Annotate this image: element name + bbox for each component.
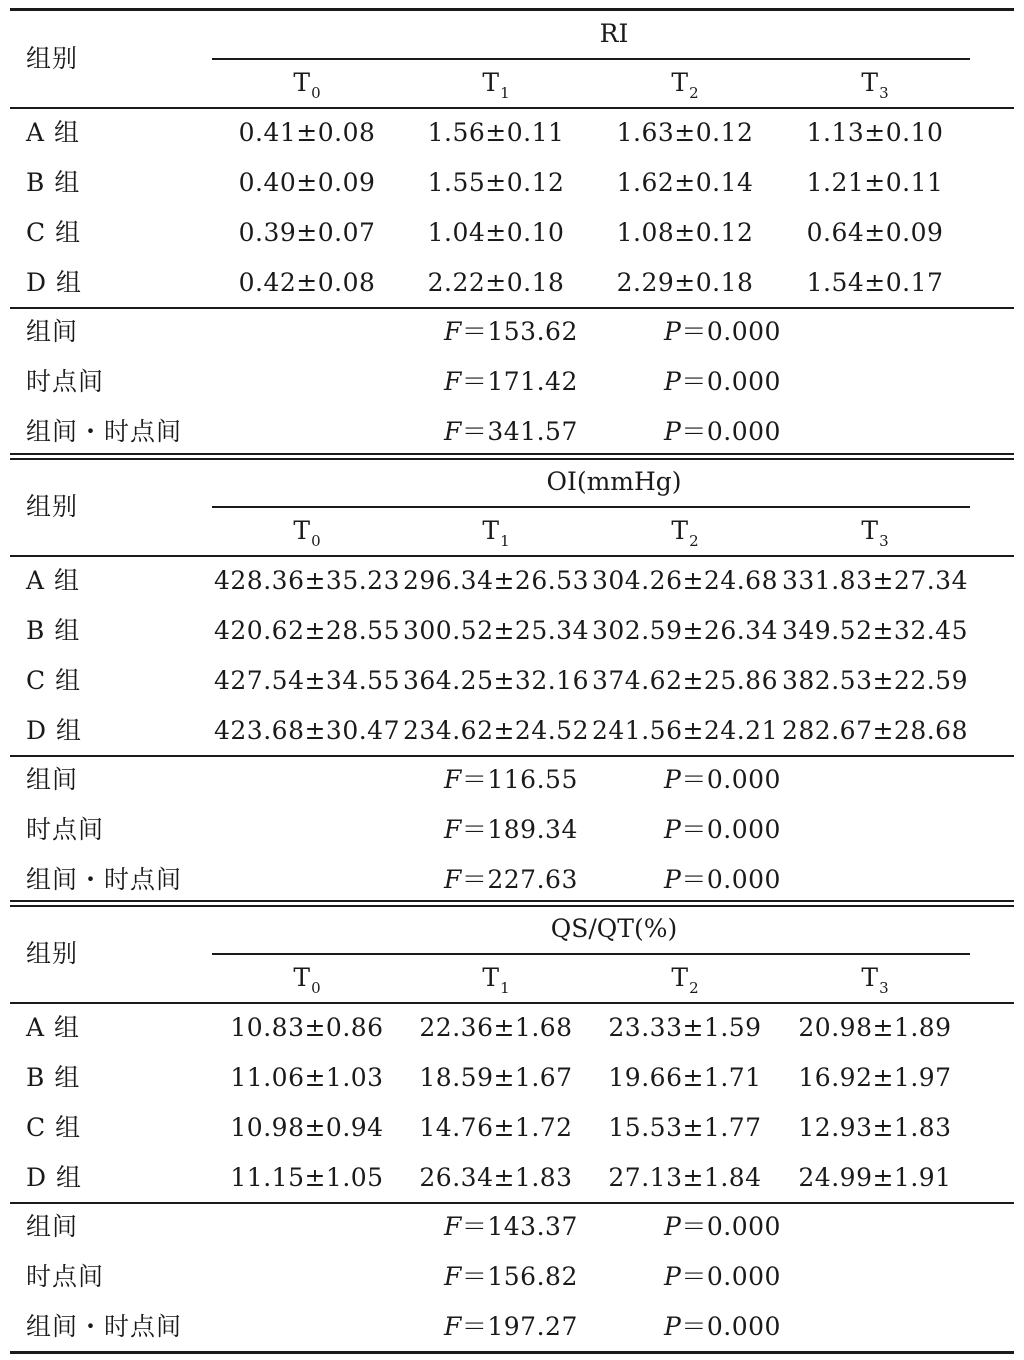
table-cell: 18.59±1.67 <box>419 1063 573 1092</box>
f-value: 116.55 <box>487 765 578 794</box>
column-header-t3 <box>861 516 888 549</box>
column-header-t3 <box>861 68 888 101</box>
f-symbol: F <box>444 317 462 346</box>
column-header-subscript: 0 <box>311 532 321 550</box>
table-cell: 27.13±1.84 <box>608 1163 762 1192</box>
column-header-main: T <box>671 68 689 97</box>
title-underline <box>212 953 970 955</box>
row-label: C 组 <box>26 218 82 247</box>
row-label: B 组 <box>26 616 81 645</box>
table-cell: 364.25±32.16 <box>403 666 589 695</box>
column-header-t1 <box>482 963 509 996</box>
f-value: 341.57 <box>487 417 578 446</box>
table-cell: 2.22±0.18 <box>427 268 565 297</box>
row-label: D 组 <box>26 1163 82 1192</box>
table-cell: 423.68±30.47 <box>214 716 400 745</box>
table-cell: 1.08±0.12 <box>616 218 754 247</box>
section-title: OI(mmHg) <box>546 467 682 496</box>
f-symbol: F <box>444 765 462 794</box>
equals-sign: ＝ <box>681 1312 707 1341</box>
table-cell: 0.41±0.08 <box>238 118 376 147</box>
column-header-t0 <box>293 68 320 101</box>
stats-label: 组间・时点间 <box>26 865 183 894</box>
stats-rule <box>10 1202 1014 1204</box>
row-label: B 组 <box>26 168 81 197</box>
p-value-statistic <box>664 367 781 397</box>
stats-label: 组间・时点间 <box>26 1312 183 1341</box>
f-value: 227.63 <box>487 865 578 894</box>
table-cell: 19.66±1.71 <box>608 1063 762 1092</box>
stats-rule <box>10 755 1014 757</box>
column-header-t0 <box>293 516 320 549</box>
table-cell: 1.62±0.14 <box>616 168 754 197</box>
column-header-t1 <box>482 68 509 101</box>
column-header-subscript: 0 <box>311 979 321 997</box>
f-symbol: F <box>444 1262 462 1291</box>
f-symbol: F <box>444 1212 462 1241</box>
table-cell: 20.98±1.89 <box>798 1013 952 1042</box>
column-header-subscript: 1 <box>500 979 510 997</box>
table-cell: 11.06±1.03 <box>230 1063 384 1092</box>
equals-sign: ＝ <box>681 765 707 794</box>
row-label: A 组 <box>26 1013 81 1042</box>
table-cell: 24.99±1.91 <box>798 1163 952 1192</box>
table-cell: 1.04±0.10 <box>427 218 565 247</box>
table-cell: 26.34±1.83 <box>419 1163 573 1192</box>
p-symbol: P <box>664 1312 682 1341</box>
column-header-t2 <box>671 68 698 101</box>
equals-sign: ＝ <box>461 815 488 844</box>
f-statistic <box>444 417 578 447</box>
top-rule <box>10 8 1014 11</box>
p-value-statistic <box>664 417 781 447</box>
f-statistic <box>444 1262 578 1292</box>
column-header-subscript: 3 <box>879 532 889 550</box>
equals-sign: ＝ <box>681 865 707 894</box>
table-cell: 1.56±0.11 <box>427 118 565 147</box>
f-statistic <box>444 1212 578 1242</box>
table-cell: 241.56±24.21 <box>592 716 778 745</box>
table-cell: 0.64±0.09 <box>806 218 944 247</box>
stats-label: 组间 <box>26 317 79 346</box>
p-symbol: P <box>664 1212 682 1241</box>
p-value-statistic <box>664 765 781 795</box>
f-statistic <box>444 1312 578 1342</box>
f-value: 153.62 <box>487 317 578 346</box>
f-statistic <box>444 367 578 397</box>
column-header-subscript: 1 <box>500 84 510 102</box>
p-symbol: P <box>664 367 682 396</box>
equals-sign: ＝ <box>681 1262 707 1291</box>
p-value: 0.000 <box>706 1212 781 1241</box>
table-cell: 16.92±1.97 <box>798 1063 952 1092</box>
f-symbol: F <box>444 417 462 446</box>
header-rule <box>10 555 1014 557</box>
equals-sign: ＝ <box>461 765 488 794</box>
section-divider-rule <box>10 453 1014 455</box>
f-symbol: F <box>444 815 462 844</box>
column-header-subscript: 3 <box>879 84 889 102</box>
header-rule <box>10 1002 1014 1004</box>
column-header-subscript: 2 <box>689 84 699 102</box>
stats-label: 组间 <box>26 1212 79 1241</box>
table-cell: 0.40±0.09 <box>238 168 376 197</box>
table-cell: 427.54±34.55 <box>214 666 400 695</box>
column-header-main: T <box>671 516 689 545</box>
f-value: 197.27 <box>487 1312 578 1341</box>
equals-sign: ＝ <box>681 367 707 396</box>
column-header-subscript: 0 <box>311 84 321 102</box>
column-header-main: T <box>293 963 311 992</box>
f-value: 171.42 <box>487 367 578 396</box>
equals-sign: ＝ <box>461 1212 488 1241</box>
column-header-main: T <box>861 68 879 97</box>
p-value-statistic <box>664 1212 781 1242</box>
row-label: D 组 <box>26 716 82 745</box>
f-value: 156.82 <box>487 1262 578 1291</box>
equals-sign: ＝ <box>681 317 707 346</box>
table-cell: 14.76±1.72 <box>419 1113 573 1142</box>
table-cell: 349.52±32.45 <box>782 616 968 645</box>
table-cell: 1.54±0.17 <box>806 268 944 297</box>
f-statistic <box>444 815 578 845</box>
equals-sign: ＝ <box>681 1212 707 1241</box>
section-divider-rule <box>10 900 1014 902</box>
table-cell: 0.39±0.07 <box>238 218 376 247</box>
f-statistic <box>444 865 578 895</box>
title-underline <box>212 58 970 60</box>
stats-label: 组间 <box>26 765 79 794</box>
table-cell: 15.53±1.77 <box>608 1113 762 1142</box>
table-cell: 331.83±27.34 <box>782 566 968 595</box>
table-cell: 382.53±22.59 <box>782 666 968 695</box>
group-header: 组别 <box>26 939 79 968</box>
column-header-main: T <box>861 516 879 545</box>
p-value-statistic <box>664 815 781 845</box>
table-cell: 302.59±26.34 <box>592 616 778 645</box>
p-value-statistic <box>664 1262 781 1292</box>
table-cell: 23.33±1.59 <box>608 1013 762 1042</box>
table-cell: 1.21±0.11 <box>806 168 944 197</box>
f-statistic <box>444 765 578 795</box>
row-label: A 组 <box>26 566 81 595</box>
table-cell: 300.52±25.34 <box>403 616 589 645</box>
stats-rule <box>10 307 1014 309</box>
f-symbol: F <box>444 367 462 396</box>
table-cell: 420.62±28.55 <box>214 616 400 645</box>
p-value: 0.000 <box>706 765 781 794</box>
row-label: A 组 <box>26 118 81 147</box>
stats-label: 时点间 <box>26 1262 105 1291</box>
table-cell: 1.63±0.12 <box>616 118 754 147</box>
stats-label: 组间・时点间 <box>26 417 183 446</box>
p-symbol: P <box>664 417 682 446</box>
p-value-statistic <box>664 865 781 895</box>
table-cell: 1.13±0.10 <box>806 118 944 147</box>
row-label: C 组 <box>26 666 82 695</box>
column-header-subscript: 1 <box>500 532 510 550</box>
p-value: 0.000 <box>706 317 781 346</box>
group-header: 组别 <box>26 44 79 73</box>
equals-sign: ＝ <box>461 1262 488 1291</box>
table-cell: 0.42±0.08 <box>238 268 376 297</box>
stats-label: 时点间 <box>26 815 105 844</box>
equals-sign: ＝ <box>461 417 488 446</box>
section-divider-rule <box>10 458 1014 460</box>
column-header-t3 <box>861 963 888 996</box>
table-cell: 11.15±1.05 <box>230 1163 384 1192</box>
column-header-main: T <box>861 963 879 992</box>
table-cell: 12.93±1.83 <box>798 1113 952 1142</box>
column-header-t0 <box>293 963 320 996</box>
p-symbol: P <box>664 815 682 844</box>
table-cell: 1.55±0.12 <box>427 168 565 197</box>
f-value: 143.37 <box>487 1212 578 1241</box>
row-label: C 组 <box>26 1113 82 1142</box>
column-header-t2 <box>671 963 698 996</box>
column-header-main: T <box>293 68 311 97</box>
table-cell: 282.67±28.68 <box>782 716 968 745</box>
p-value: 0.000 <box>706 1312 781 1341</box>
title-underline <box>212 506 970 508</box>
equals-sign: ＝ <box>461 865 488 894</box>
section-title: QS/QT(%) <box>550 914 678 943</box>
equals-sign: ＝ <box>461 317 488 346</box>
p-value: 0.000 <box>706 1262 781 1291</box>
p-value: 0.000 <box>706 865 781 894</box>
column-header-main: T <box>482 68 500 97</box>
column-header-main: T <box>482 963 500 992</box>
column-header-main: T <box>293 516 311 545</box>
equals-sign: ＝ <box>681 815 707 844</box>
column-header-t2 <box>671 516 698 549</box>
table-cell: 428.36±35.23 <box>214 566 400 595</box>
column-header-main: T <box>482 516 500 545</box>
bottom-rule <box>10 1351 1014 1354</box>
header-rule <box>10 107 1014 109</box>
table-cell: 10.98±0.94 <box>230 1113 384 1142</box>
f-value: 189.34 <box>487 815 578 844</box>
section-title: RI <box>599 19 629 48</box>
column-header-subscript: 2 <box>689 979 699 997</box>
row-label: D 组 <box>26 268 82 297</box>
table-cell: 2.29±0.18 <box>616 268 754 297</box>
p-symbol: P <box>664 1262 682 1291</box>
column-header-subscript: 2 <box>689 532 699 550</box>
table-cell: 304.26±24.68 <box>592 566 778 595</box>
equals-sign: ＝ <box>681 417 707 446</box>
column-header-subscript: 3 <box>879 979 889 997</box>
p-symbol: P <box>664 865 682 894</box>
p-symbol: P <box>664 765 682 794</box>
equals-sign: ＝ <box>461 367 488 396</box>
row-label: B 组 <box>26 1063 81 1092</box>
column-header-main: T <box>671 963 689 992</box>
p-value: 0.000 <box>706 417 781 446</box>
group-header: 组别 <box>26 492 79 521</box>
f-statistic <box>444 317 578 347</box>
table-cell: 22.36±1.68 <box>419 1013 573 1042</box>
p-value: 0.000 <box>706 815 781 844</box>
table-cell: 296.34±26.53 <box>403 566 589 595</box>
p-value-statistic <box>664 317 781 347</box>
section-divider-rule <box>10 905 1014 907</box>
column-header-t1 <box>482 516 509 549</box>
p-symbol: P <box>664 317 682 346</box>
p-value: 0.000 <box>706 367 781 396</box>
f-symbol: F <box>444 1312 462 1341</box>
p-value-statistic <box>664 1312 781 1342</box>
table-cell: 10.83±0.86 <box>230 1013 384 1042</box>
f-symbol: F <box>444 865 462 894</box>
table-cell: 374.62±25.86 <box>592 666 778 695</box>
equals-sign: ＝ <box>461 1312 488 1341</box>
stats-label: 时点间 <box>26 367 105 396</box>
table-cell: 234.62±24.52 <box>403 716 589 745</box>
